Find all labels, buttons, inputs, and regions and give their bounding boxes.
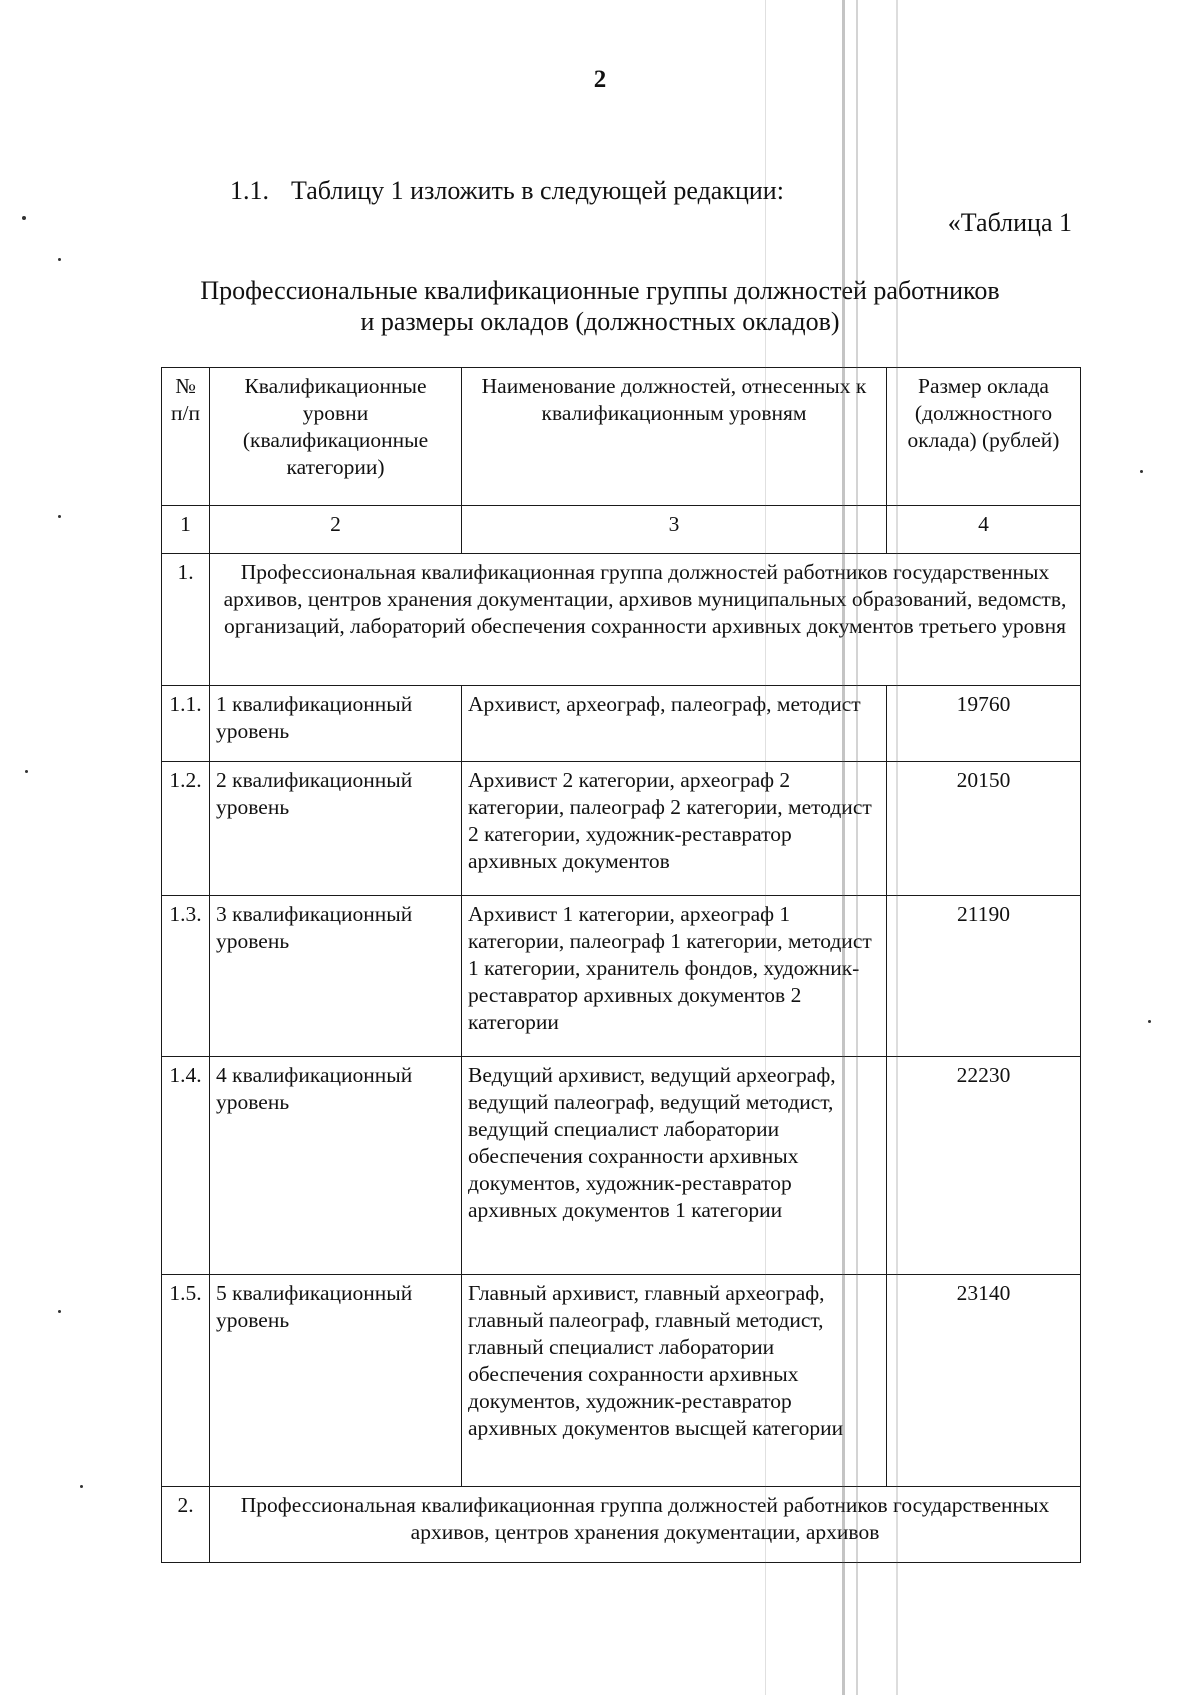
group-text: Профессиональная квалификационная группа должностей работников государственных архивов, центров хранения документации, архивов муниципальных образований, ведомств, организаций, лабораторий обеспечения сохранности архивных документов третьего уровня <box>210 554 1081 686</box>
title-line-1: Профессиональные квалификационные группы должностей работников <box>200 276 1000 305</box>
row-names: Архивист, археограф, палеограф, методист <box>462 686 887 762</box>
row-salary: 21190 <box>887 896 1081 1057</box>
scan-artifact <box>765 0 766 1695</box>
row-names: Ведущий архивист, ведущий археограф, ведущий палеограф, ведущий методист, ведущий специалист лаборатории обеспечения сохранности архивных документов, художник-реставратор архивных документов 1 категории <box>462 1057 887 1275</box>
row-salary: 22230 <box>887 1057 1081 1275</box>
row-level: 1 квалификационный уровень <box>210 686 462 762</box>
scan-artifact <box>58 1310 61 1313</box>
group-text: Профессиональная квалификационная группа должностей работников государственных архивов, центров хранения документации, архивов <box>210 1487 1081 1563</box>
scan-artifact <box>58 258 61 261</box>
row-num: 1.2. <box>162 762 210 896</box>
header-names: Наименование должностей, отнесенных к квалификационным уровням <box>462 368 887 506</box>
scan-artifact <box>1140 470 1143 473</box>
row-num: 1.5. <box>162 1275 210 1487</box>
scan-artifact <box>22 216 26 220</box>
title-line-2: и размеры окладов (должностных окладов) <box>360 307 840 336</box>
scan-artifact <box>58 515 61 518</box>
row-names: Главный архивист, главный археограф, главный палеограф, главный методист, главный специалист лаборатории обеспечения сохранности архивных документов, художник-реставратор архивных документов высщей категории <box>462 1275 887 1487</box>
intro-number: 1.1. <box>230 176 269 205</box>
column-number-3: 3 <box>462 506 887 554</box>
group-num: 1. <box>162 554 210 686</box>
row-salary: 19760 <box>887 686 1081 762</box>
row-level: 5 квалификационный уровень <box>210 1275 462 1487</box>
scan-artifact <box>25 770 28 773</box>
scan-artifact <box>856 0 858 1695</box>
column-number-row <box>162 506 1081 554</box>
table-row <box>162 1275 1081 1487</box>
row-num: 1.3. <box>162 896 210 1057</box>
table-row <box>162 896 1081 1057</box>
row-level: 2 квалификационный уровень <box>210 762 462 896</box>
scan-artifact <box>842 0 845 1695</box>
page-number: 2 <box>593 66 607 93</box>
header-row <box>162 368 1081 506</box>
group-num: 2. <box>162 1487 210 1563</box>
row-names: Архивист 1 категории, археограф 1 категории, палеограф 1 категории, методист 1 категории, хранитель фондов, художник-реставратор архивных документов 2 категории <box>462 896 887 1057</box>
scan-artifact <box>896 0 898 1695</box>
column-number-4: 4 <box>887 506 1081 554</box>
salary-table <box>161 367 1081 1563</box>
header-level: Квалификационные уровни (квалификационные категории) <box>210 368 462 506</box>
header-num: № п/п <box>162 368 210 506</box>
document-title <box>150 275 1050 337</box>
column-number-1: 1 <box>162 506 210 554</box>
row-level: 4 квалификационный уровень <box>210 1057 462 1275</box>
row-num: 1.1. <box>162 686 210 762</box>
intro-text: Таблицу 1 изложить в следующей редакции: <box>291 176 784 205</box>
row-salary: 23140 <box>887 1275 1081 1487</box>
column-number-2: 2 <box>210 506 462 554</box>
row-salary: 20150 <box>887 762 1081 896</box>
table-row <box>162 686 1081 762</box>
intro-line <box>230 176 784 206</box>
row-num: 1.4. <box>162 1057 210 1275</box>
scan-artifact <box>80 1485 83 1488</box>
scan-artifact <box>1148 1020 1151 1023</box>
table-row <box>162 762 1081 896</box>
table-caption: «Таблица 1 <box>947 208 1072 237</box>
row-level: 3 квалификационный уровень <box>210 896 462 1057</box>
row-names: Архивист 2 категории, археограф 2 категории, палеограф 2 категории, методист 2 категории, художник-реставратор архивных документов <box>462 762 887 896</box>
header-salary: Размер оклада (должностного оклада) (рублей) <box>887 368 1081 506</box>
group-row <box>162 1487 1081 1563</box>
group-row <box>162 554 1081 686</box>
table-row <box>162 1057 1081 1275</box>
